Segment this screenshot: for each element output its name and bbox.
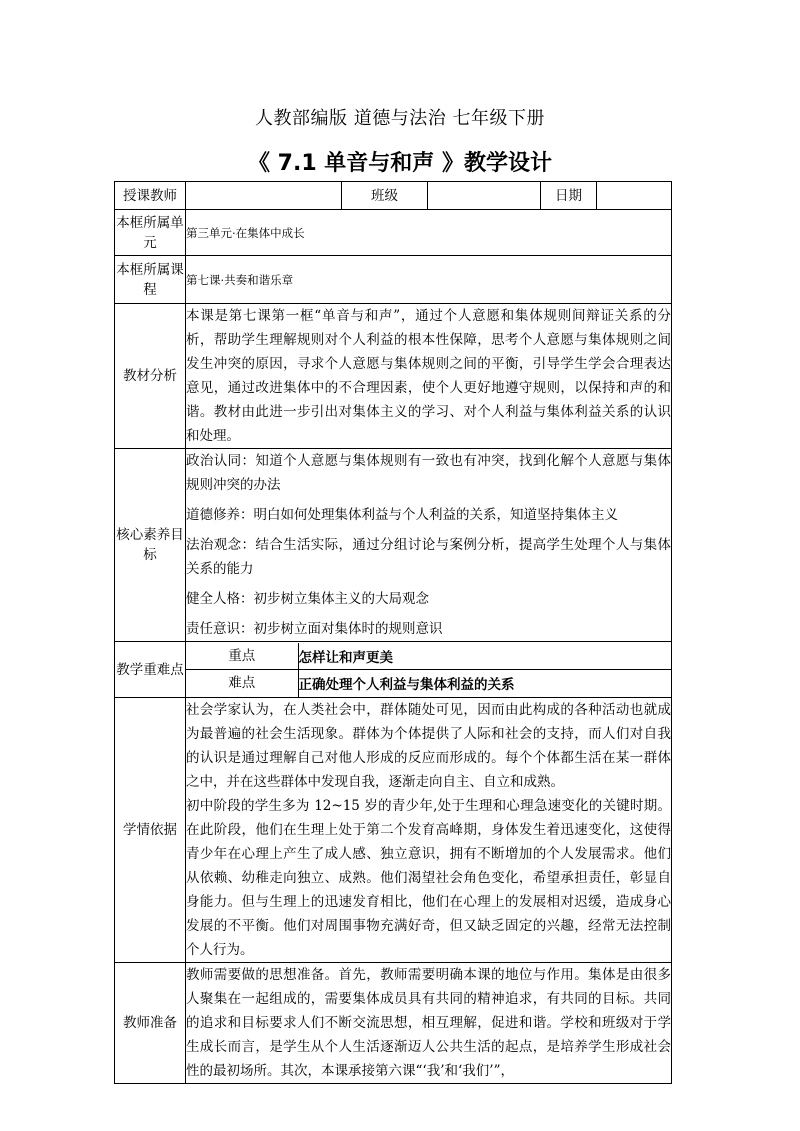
prep-value: 教师需要做的思想准备。首先，教师需要明确本课的地位与作用。集体是由很多人聚集在一起组成的，需要集体成员具有共同的精神追求，有共同的目标。共同的追求和目标要求人们不断交流思想，相互理解，促进和谐。学校和班级对于学生成长而言，是学生从个人生活逐渐迈人公共生活的起点，是培养学生形成社会性的最初场所。其次，本课承接第六课“‘我’和‘我们’”， [186, 963, 672, 1084]
date-value[interactable] [597, 182, 672, 210]
teacher-value[interactable] [186, 182, 342, 210]
key-row [115, 642, 672, 698]
course-label: 本框所属课程 [115, 256, 186, 304]
date-label: 日期 [541, 182, 597, 210]
key-label: 教学重难点 [115, 642, 186, 698]
difficult-point-value: 正确处理个人利益与集体利益的关系 [298, 677, 515, 694]
lesson-plan-table [114, 181, 672, 1084]
prep-label: 教师准备 [115, 963, 186, 1084]
course-row [115, 256, 672, 304]
prep-row [115, 963, 672, 1084]
document-subtitle: 人教部编版 道德与法治 七年级下册 [255, 108, 545, 129]
core-goals [186, 449, 672, 642]
course-value: 第七课·共奏和谐乐章 [186, 256, 672, 304]
goal-political: 政治认同：知道个人意愿与集体规则有一致也有冲突，找到化解个人意愿与集体规则冲突的办法 [186, 453, 671, 493]
situation-paragraph-1: 社会学家认为，在人类社会中，群体随处可见，因而由此构成的各种活动也就成为最普遍的社会生活现象。群体为个体提供了人际和社会的支持，而人们对自我的认识是通过理解自己对他人形成的反应而形成的。每个个体都生活在某一群体之中，并在这些群体中发现自我，逐渐走向自主、自立和成熟。 [186, 702, 671, 790]
analysis-row [115, 304, 672, 449]
situation-row [115, 698, 672, 963]
difficult-point-row [186, 670, 671, 697]
difficult-point-label: 难点 [186, 670, 298, 697]
key-point-value: 怎样让和声更美 [298, 643, 671, 670]
key-point-label: 重点 [186, 643, 298, 670]
unit-label: 本框所属单元 [115, 210, 186, 256]
document-title: 《 7.1 单音与和声 》教学设计 [248, 151, 552, 176]
core-label: 核心素养目标 [115, 449, 186, 642]
situation-paragraph-2: 初中阶段的学生多为 12~15 岁的青少年,处于生理和心理急速变化的关键时期。在此阶段，他们在生理上处于第二个发育高峰期，身体发生着迅速变化，这使得青少年在心理上产生了成人感、独立意识，拥有不断增加的个人发展需求。他们从依赖、幼稚走向独立、成熟。他们渴望社会角色变化，希望承担责任，彰显自身能力。但与生理上的迅速发育相比，他们在心理上的发展相对迟缓，造成身心发展的不平衡。他们对周围事物充满好奇，但又缺乏固定的兴趣，经常无法控制个人行为。 [186, 798, 671, 958]
teacher-row [115, 182, 672, 210]
situation-label: 学情依据 [115, 698, 186, 963]
goal-responsibility: 责任意识：初步树立面对集体时的规则意识 [186, 621, 443, 637]
key-point-row [186, 643, 671, 670]
core-row [115, 449, 672, 642]
situation-value [186, 698, 672, 963]
analysis-label: 教材分析 [115, 304, 186, 449]
unit-value: 第三单元·在集体中成长 [186, 210, 672, 256]
teacher-label: 授课教师 [115, 182, 186, 210]
key-points-table [186, 643, 671, 697]
goal-personality: 健全人格：初步树立集体主义的大局观念 [186, 591, 429, 607]
class-label: 班级 [342, 182, 428, 210]
analysis-value: 本课是第七课第一框“单音与和声”，通过个人意愿和集体规则间辩证关系的分析，帮助学生理解规则对个人利益的根本性保障，思考个人意愿与集体规则之间发生冲突的原因，寻求个人意愿与集体规则之间的平衡，引导学生学会合理表达意见，通过改进集体中的不合理因素，使个人更好地遵守规则，以保持和声的和谐。教材由此进一步引出对集体主义的学习、对个人利益与集体利益关系的认识和处理。 [186, 304, 672, 449]
goal-law: 法治观念：结合生活实际，通过分组讨论与案例分析，提高学生处理个人与集体关系的能力 [186, 537, 671, 577]
unit-row [115, 210, 672, 256]
class-value[interactable] [428, 182, 541, 210]
goal-moral: 道德修养：明白如何处理集体利益与个人利益的关系，知道坚持集体主义 [186, 507, 618, 523]
